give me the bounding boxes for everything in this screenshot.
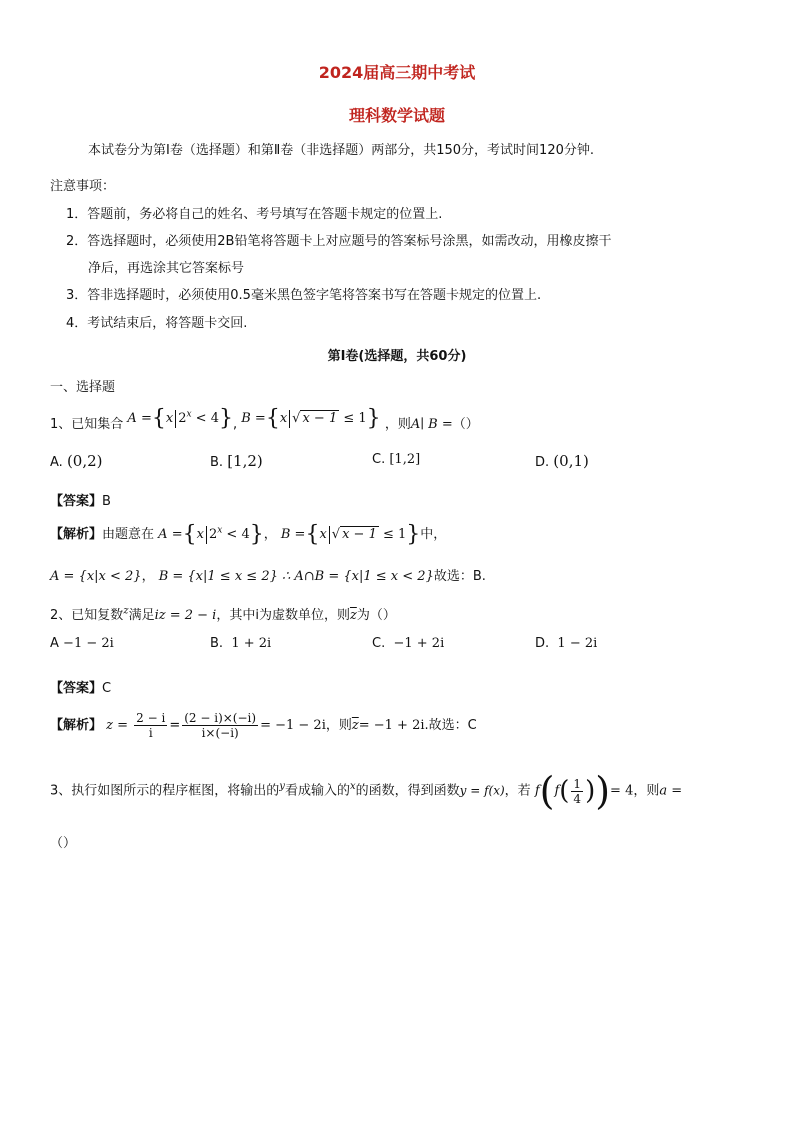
exam-title: 2024届高三期中考试	[318, 63, 476, 82]
exam-subtitle: 理科数学试题	[348, 106, 445, 125]
q3-paren: （）	[50, 836, 77, 851]
q1-set-b: B ={x √ x − 1 ≤ 1}	[241, 406, 381, 431]
q1-option-a: A. (0,2)	[50, 452, 103, 470]
q2-answer: 【答案】C	[50, 681, 112, 696]
note-item-continued: 净后，再选涂其它答案标号	[88, 261, 245, 276]
q1-option-b: B. [1,2)	[210, 452, 263, 470]
q2-option-b: B. 1 + 2i	[210, 636, 272, 651]
q1-analysis-line2: A = {x|x < 2}， B = {x|1 ≤ x ≤ 2} ∴ A∩B = {x|1 ≤ x < 2}故选：B.	[50, 569, 486, 584]
note-item: 1．答题前，务必将自己的姓名、考号填写在答题卡规定的位置上.	[66, 207, 443, 222]
note-item: 3．答非选择题时，必须使用0.5毫米黑色签字笔将答案书写在答题卡规定的位置上.	[66, 288, 542, 303]
q1-answer: 【答案】B	[50, 494, 111, 509]
q1-prefix: 1、已知集合	[50, 417, 124, 432]
note-item: 4．考试结束后，将答题卡交回.	[66, 316, 248, 331]
section-title: 第Ⅰ卷(选择题，共60分)	[327, 349, 467, 364]
part-heading: 一、选择题	[50, 380, 116, 395]
question-3: 3、执行如图所示的程序框图，将输出的$^y$看成输入的$^x$的函数，得到函数y = f(x)，若 f(f( $\frac{1}{4}$ ))= 4，则a =	[50, 769, 683, 813]
q2-option-c: C. −1 + 2i	[372, 636, 445, 651]
question-2: 2、已知复数$^z$满足iz = 2 − i，其中i为虚数单位，则$\overline{z}$为（）	[50, 605, 396, 623]
q1-option-c: C. [1,2]	[372, 452, 421, 467]
note-item: 2．答选择题时，必须使用2B铅笔将答题卡上对应题号的答案标号涂黑，如需改动，用橡皮擦干	[66, 234, 612, 249]
q2-option-a: A −1 − 2i	[50, 636, 114, 651]
q1-analysis: 【解析】由题意在 A ={x $2^x < 4$}， B ={x √ x − 1 ≤ 1}中，	[50, 522, 447, 547]
q2-option-d: D. 1 − 2i	[535, 636, 598, 651]
q1-option-d: D. (0,1)	[535, 452, 589, 470]
notes-heading: 注意事项：	[50, 179, 116, 194]
q1-set-a: A ={x $2^x < 4$}	[127, 406, 233, 431]
q2-analysis: 【解析】 z = $\frac{2 - i}{i}$ = $\frac{(2 - i)\times(-i)}{i\times(-i)}$ = −1 − 2i，则$\overline{z}= -1 + 2i$.故选：C	[50, 711, 477, 740]
question-1: 1、已知集合 A ={x $2^x < 4$}, B ={x √ x − 1 ≤ 1} ，则A∣ B =（）	[50, 406, 479, 432]
intro-text: 本试卷分为第Ⅰ卷（选择题）和第Ⅱ卷（非选择题）两部分，共150分，考试时间120分钟.	[88, 143, 594, 158]
